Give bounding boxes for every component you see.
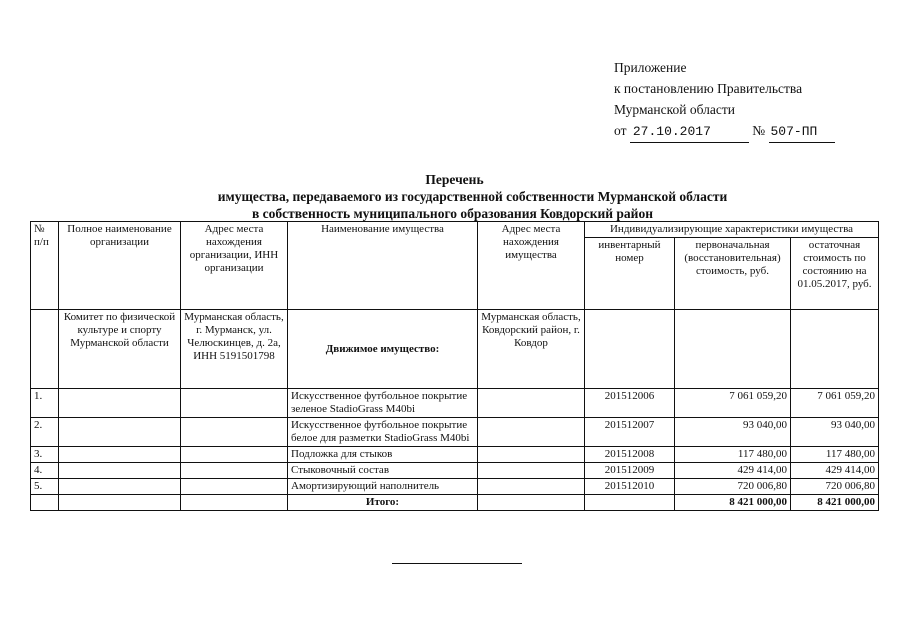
row-name: Стыковочный состав [288,463,478,479]
total-row [31,495,879,511]
row-num: 2. [31,418,59,447]
title-line-1: Перечень [425,172,484,187]
header-residual-cost: остаточная стоимость по состоянию на 01.05.2017, руб. [791,238,879,310]
appendix-number-label: № [752,123,766,138]
appendix-line-1: Приложение [614,60,687,75]
appendix-line-3: Мурманской области [614,102,735,117]
header-property-name: Наименование имущества [288,222,478,310]
header-num: № п/п [31,222,59,310]
property-category: Движимое имущество: [288,310,478,389]
row-initial: 720 006,80 [675,479,791,495]
total-initial: 8 421 000,00 [675,495,791,511]
row-initial: 93 040,00 [675,418,791,447]
row-residual: 720 006,80 [791,479,879,495]
property-address: Мурманская область, Ковдорский район, г. Ковдор [478,310,585,389]
header-property-address: Адрес места нахождения имущества [478,222,585,310]
table-row [31,389,879,418]
header-org-address: Адрес места нахождения организации, ИНН организации [181,222,288,310]
title-line-2: имущества, передаваемого из государственной собственности Мурманской области [217,189,728,204]
row-num: 4. [31,463,59,479]
table-row [31,447,879,463]
document-title [0,171,905,222]
row-inventory: 201512007 [585,418,675,447]
appendix-number: 507-ПП [769,121,835,143]
row-initial: 117 480,00 [675,447,791,463]
appendix-line-2: к постановлению Правительства [614,81,803,96]
header-inventory: инвентарный номер [585,238,675,310]
row-residual: 93 040,00 [791,418,879,447]
header-row-1 [31,222,879,238]
row-residual: 117 480,00 [791,447,879,463]
header-org: Полное наименование организации [59,222,181,310]
row-inventory: 201512006 [585,389,675,418]
row-residual: 429 414,00 [791,463,879,479]
row-name: Искусственное футбольное покрытие зеленое StadioGrass M40bi [288,389,478,418]
end-divider [392,563,522,564]
row-inventory: 201512010 [585,479,675,495]
row-name: Искусственное футбольное покрытие белое для разметки StadioGrass M40bi [288,418,478,447]
table-row [31,463,879,479]
total-label: Итого: [288,495,478,511]
row-inventory: 201512009 [585,463,675,479]
appendix-date: 27.10.2017 [630,121,749,143]
row-name: Амортизирующий наполнитель [288,479,478,495]
row-num: 1. [31,389,59,418]
row-name: Подложка для стыков [288,447,478,463]
appendix-block [614,57,835,143]
row-initial: 429 414,00 [675,463,791,479]
appendix-date-line [614,120,835,143]
table-row [31,418,879,447]
table-row [31,479,879,495]
row-residual: 7 061 059,20 [791,389,879,418]
appendix-from-label: от [614,123,627,138]
organization-name: Комитет по физической культуре и спорту Мурманской области [59,310,181,389]
header-characteristics: Индивидуализирующие характеристики имущества [585,222,879,238]
header-initial-cost: первоначальная (восстановительная) стоимость, руб. [675,238,791,310]
row-num: 3. [31,447,59,463]
row-inventory: 201512008 [585,447,675,463]
property-table [30,221,879,511]
organization-row [31,310,879,389]
row-initial: 7 061 059,20 [675,389,791,418]
row-num: 5. [31,479,59,495]
total-residual: 8 421 000,00 [791,495,879,511]
organization-address: Мурманская область, г. Мурманск, ул. Челюскинцев, д. 2а, ИНН 5191501798 [181,310,288,389]
title-line-3: в собственность муниципального образования Ковдорский район [251,206,653,221]
